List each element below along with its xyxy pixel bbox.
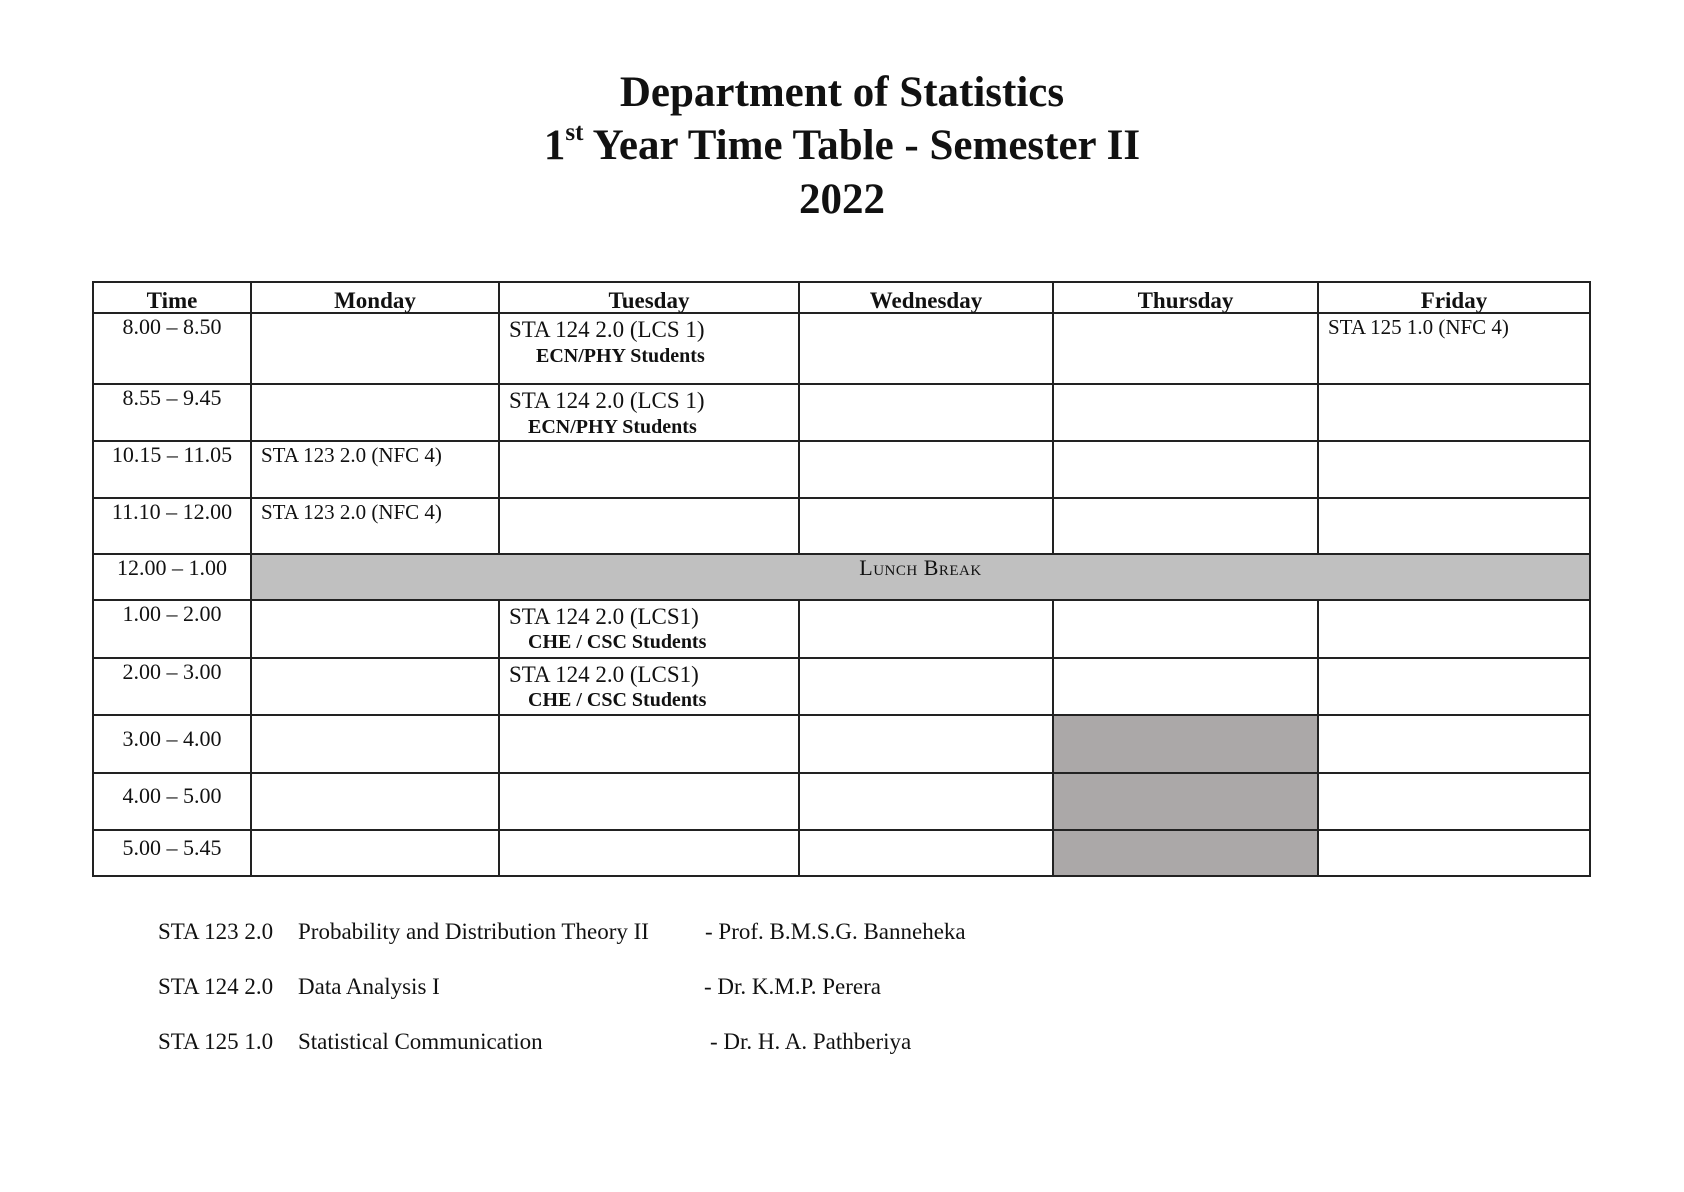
time-cell: 8.55 – 9.45 — [93, 384, 251, 441]
time-cell: 1.00 – 2.00 — [93, 600, 251, 658]
time-cell: 12.00 – 1.00 — [93, 554, 251, 599]
cell-empty — [251, 384, 499, 441]
cell-empty — [1053, 313, 1318, 384]
cell-empty — [251, 715, 499, 773]
table-row — [93, 658, 1590, 715]
cell-empty — [499, 830, 799, 876]
table-row — [93, 554, 1590, 599]
class-label: STA 125 1.0 (NFC 4) — [1328, 315, 1509, 340]
cell-empty — [499, 441, 799, 498]
col-header-monday: Monday — [251, 282, 499, 313]
cell-empty — [799, 313, 1053, 384]
time-cell: 11.10 – 12.00 — [93, 498, 251, 554]
cell-empty — [251, 773, 499, 830]
class-cell — [499, 600, 799, 658]
cell-empty — [1053, 441, 1318, 498]
student-group: CHE / CSC Students — [528, 689, 707, 712]
table-row — [93, 773, 1590, 830]
cell-empty — [799, 773, 1053, 830]
course-code: STA 124 2.0 — [158, 974, 274, 999]
col-header-friday: Friday — [1318, 282, 1590, 313]
class-cell — [499, 384, 799, 441]
cell-unavailable — [1053, 830, 1318, 876]
cell-empty — [1053, 658, 1318, 715]
timetable-title-rest: Year Time Table - Semester II — [583, 122, 1141, 169]
cell-empty — [1318, 498, 1590, 554]
time-cell: 2.00 – 3.00 — [93, 658, 251, 715]
table-row — [93, 441, 1590, 498]
cell-empty — [251, 313, 499, 384]
cell-empty — [1318, 600, 1590, 658]
cell-empty — [251, 600, 499, 658]
cell-empty — [251, 830, 499, 876]
cell-empty — [1318, 441, 1590, 498]
cell-empty — [799, 715, 1053, 773]
cell-unavailable — [1053, 715, 1318, 773]
cell-empty — [499, 498, 799, 554]
course-code: STA 123 2.0 — [158, 919, 274, 944]
cell-empty — [1318, 773, 1590, 830]
table-row — [93, 600, 1590, 658]
class-cell — [251, 441, 499, 498]
cell-empty — [499, 715, 799, 773]
class-label: STA 124 2.0 (LCS1) — [509, 603, 699, 629]
cell-empty — [799, 600, 1053, 658]
cell-empty — [1053, 600, 1318, 658]
timetable-title — [0, 119, 1684, 169]
col-header-time: Time — [93, 282, 251, 313]
class-label: STA 124 2.0 (LCS 1) — [509, 317, 705, 343]
table-row — [93, 384, 1590, 441]
table-row — [93, 313, 1590, 384]
cell-empty — [1318, 658, 1590, 715]
table-row — [93, 498, 1590, 554]
class-cell — [499, 658, 799, 715]
cell-empty — [1318, 715, 1590, 773]
course-title: Probability and Distribution Theory II — [298, 919, 649, 944]
table-row — [93, 715, 1590, 773]
time-cell: 8.00 – 8.50 — [93, 313, 251, 384]
student-group: ECN/PHY Students — [536, 344, 705, 367]
cell-empty — [799, 441, 1053, 498]
class-label: STA 123 2.0 (NFC 4) — [261, 443, 442, 468]
timetable — [92, 281, 1591, 877]
year-title: 2022 — [799, 176, 885, 223]
cell-empty — [799, 384, 1053, 441]
course-title: Data Analysis I — [298, 974, 440, 999]
cell-unavailable — [1053, 773, 1318, 830]
course-code: STA 125 1.0 — [158, 1029, 274, 1054]
col-header-wednesday: Wednesday — [799, 282, 1053, 313]
course-lecturer: - Dr. H. A. Pathberiya — [710, 1029, 912, 1054]
cell-empty — [251, 658, 499, 715]
col-header-tuesday: Tuesday — [499, 282, 799, 313]
course-lecturer: - Prof. B.M.S.G. Banneheka — [705, 919, 966, 944]
class-cell — [1318, 313, 1590, 384]
year-suffix: st — [565, 119, 584, 146]
cell-empty — [1053, 384, 1318, 441]
class-cell — [499, 313, 799, 384]
cell-empty — [799, 498, 1053, 554]
lunch-break: Lunch Break — [251, 554, 1590, 599]
department-title: Department of Statistics — [619, 69, 1065, 116]
year-number: 1 — [543, 122, 566, 169]
col-header-thursday: Thursday — [1053, 282, 1318, 313]
student-group: CHE / CSC Students — [528, 631, 707, 654]
cell-empty — [1318, 830, 1590, 876]
time-cell: 3.00 – 4.00 — [93, 715, 251, 773]
time-cell: 5.00 – 5.45 — [93, 830, 251, 876]
class-label: STA 123 2.0 (NFC 4) — [261, 500, 442, 525]
table-row — [93, 830, 1590, 876]
cell-empty — [1318, 384, 1590, 441]
student-group: ECN/PHY Students — [528, 415, 697, 438]
course-title: Statistical Communication — [298, 1029, 543, 1054]
cell-empty — [1053, 498, 1318, 554]
cell-empty — [799, 658, 1053, 715]
cell-empty — [499, 773, 799, 830]
header-row — [93, 282, 1590, 313]
course-lecturer: - Dr. K.M.P. Perera — [704, 974, 881, 999]
time-cell: 10.15 – 11.05 — [93, 441, 251, 498]
time-cell: 4.00 – 5.00 — [93, 773, 251, 830]
class-label: STA 124 2.0 (LCS1) — [509, 661, 699, 687]
cell-empty — [799, 830, 1053, 876]
class-cell — [251, 498, 499, 554]
class-label: STA 124 2.0 (LCS 1) — [509, 388, 705, 414]
